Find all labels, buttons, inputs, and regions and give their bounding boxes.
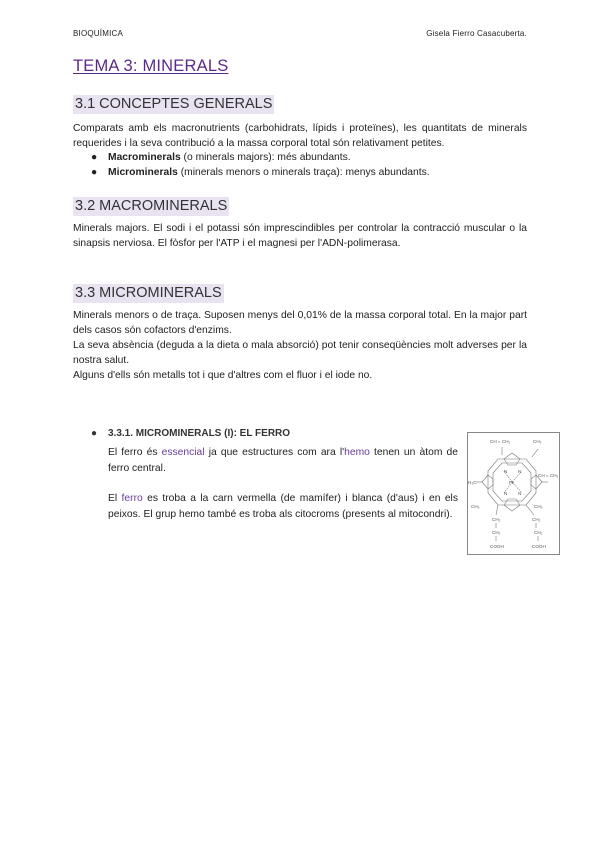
highlight-ferro: ferro [121,493,143,504]
bullet-dot: ● [91,428,98,439]
section-3-3-paragraph-3: Alguns d'ells són metalls tot i que d'altres com el fluor i el iode no. [73,370,373,381]
label-n4: N [518,491,522,496]
header-right: Gisela Fierro Casacuberta. [426,29,527,38]
label-fe: Fe [509,480,515,485]
label-cooh-1: COOH [490,544,504,549]
bullet-bold: Microminerals [108,167,178,178]
label-methyl-bottom-left: CH₃ [471,504,480,509]
section-heading-3-2: 3.2 MACROMINERALS [75,198,228,214]
subsection-heading-3-3-1 [91,428,290,439]
label-methyl-left: H₃C [468,480,477,485]
bullet-macrominerals [91,150,351,165]
label-ch2-4: CH₂ [534,530,543,535]
section-heading-3-3: 3.3 MICROMINERALS [75,285,222,301]
label-n2: N [518,469,522,474]
section-3-3-paragraph-1: Minerals menors o de traça. Suposen menys del 0,01% de la massa corporal total. En la major part dels casos són cofactors d'enzims. [73,310,527,336]
label-ch2-3: CH₂ [492,530,501,535]
highlight-essencial: essencial [161,447,205,458]
section-3-1-paragraph: Comparats amb els macronutrients (carbohidrats, lípids i proteïnes), les quantitats de minerals requerides i la seva contribució a la massa corporal total són relativament petites. [73,123,527,149]
section-3-3-paragraph-2: La seva absència (deguda a la dieta o mala absorció) pot tenir conseqüències molt adverses per la nostra salut. [73,340,527,366]
text-run: El [108,493,122,504]
label-methyl-bottom-right: CH₃ [534,504,543,509]
page-title: TEMA 3: MINERALS [73,57,229,75]
iron-paragraph-1 [108,445,458,476]
label-n3: N [504,491,508,496]
bullet-dot: ● [91,152,98,163]
header-left: BIOQUÍMICA [73,29,124,38]
section-heading-3-1: 3.1 CONCEPTES GENERALS [75,96,273,112]
bullet-text: (minerals menors o minerals traça): menys abundants. [177,167,430,178]
section-3-2-paragraph: Minerals majors. El sodi i el potassi són imprescindibles per controlar la contracció muscular o la sinapsis nerviosa. El fòsfor per l'ATP i el magnesi per l'ADN-polimerasa. [73,223,527,249]
heme-structure-diagram [468,433,559,554]
label-ch2-1: CH₂ [492,517,501,522]
bullet-dot: ● [91,167,98,178]
subsection-heading-text: 3.3.1. MICROMINERALS (I): EL FERRO [108,428,291,439]
text-run: El ferro és [108,447,162,458]
text-run: es troba a la carn vermella (de mamífer) i blanca (d'aus) i en els peixos. El grup hemo també es troba als citocroms (presents al mitocondri). [108,493,458,520]
text-run: ja que estructures com ara l' [204,447,345,458]
label-vinyl-top: CH = CH₂ [490,439,511,444]
label-cooh-2: COOH [532,544,546,549]
label-n1: N [504,469,508,474]
label-methyl-top: CH₃ [533,439,542,444]
text-run: tenen un àtom de ferro central. [108,447,458,474]
highlight-hemo: hemo [344,447,370,458]
label-ch2-2: CH₂ [532,517,541,522]
bullet-bold: Macrominerals [108,152,181,163]
bullet-text: (o minerals majors): més abundants. [180,152,351,163]
iron-paragraph-2 [108,491,458,522]
label-vinyl-right: CH = CH₂ [538,473,559,478]
heme-structure-figure [467,432,560,555]
bullet-microminerals [91,165,430,180]
